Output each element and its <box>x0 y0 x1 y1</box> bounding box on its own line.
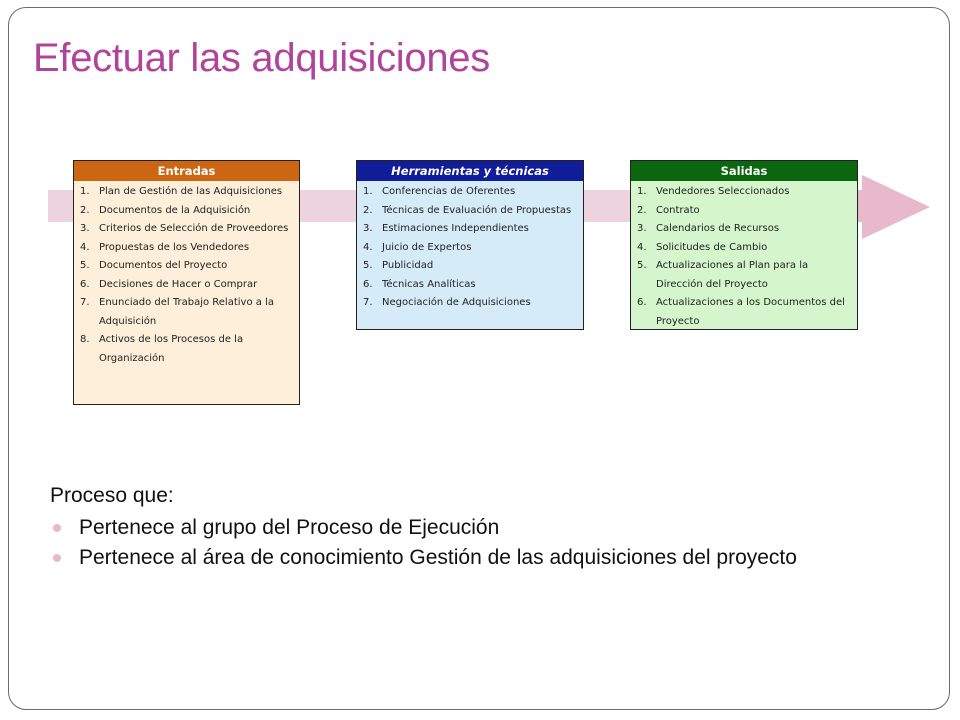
list-item-number: 3. <box>637 223 647 234</box>
list-item-text: Actualizaciones al Plan para la Dirección del Proyecto <box>656 260 809 290</box>
list-item <box>637 239 853 258</box>
list-item-number: 4. <box>80 241 90 253</box>
list-item-text: Solicitudes de Cambio <box>656 241 768 253</box>
list-item <box>363 294 579 313</box>
list-item <box>363 220 579 239</box>
list-item-number: 1. <box>363 186 373 197</box>
list-item <box>363 257 579 276</box>
list-item-text: Técnicas Analíticas <box>382 278 476 290</box>
body-text <box>50 484 910 576</box>
list-item-number: 2. <box>80 204 90 216</box>
list-item-text: Activos de los Procesos de la Organización <box>99 334 244 364</box>
list-item-number: 1. <box>80 186 90 197</box>
list-item-text: Publicidad <box>382 260 434 271</box>
list-item-text: Contrato <box>656 204 700 216</box>
list-item-text: Enunciado del Trabajo Relativo a la Adquisición <box>99 297 274 327</box>
list-item <box>637 220 853 239</box>
list-item <box>80 220 295 239</box>
list-item-number: 5. <box>363 260 373 271</box>
tools-header: Herramientas y técnicas <box>357 161 583 181</box>
list-item-text: Actualizaciones a los Documentos del Proyecto <box>656 297 845 327</box>
list-item-number: 4. <box>363 241 373 253</box>
list-item <box>363 202 579 221</box>
list-item-number: 2. <box>363 204 373 216</box>
list-item-number: 3. <box>363 223 373 234</box>
list-item-number: 6. <box>637 297 647 308</box>
list-item-number: 7. <box>363 297 373 308</box>
list-item-number: 8. <box>80 334 90 345</box>
process-arrow-head <box>862 175 930 239</box>
bullet-text: Pertenece al área de conocimiento Gestión de las adquisiciones del proyecto <box>79 546 797 569</box>
list-item-text: Criterios de Selección de Proveedores <box>99 223 289 234</box>
list-item <box>80 239 295 258</box>
list-item <box>80 294 295 331</box>
list-item-text: Negociación de Adquisiciones <box>382 297 531 308</box>
list-item <box>637 257 853 294</box>
list-item-number: 4. <box>637 241 647 253</box>
list-item-text: Estimaciones Independientes <box>382 223 529 234</box>
list-item-text: Decisiones de Hacer o Comprar <box>99 278 258 290</box>
tools-panel <box>356 160 584 330</box>
bullet-item <box>50 516 910 540</box>
slide-title: Efectuar las adquisiciones <box>33 36 490 80</box>
list-item-text: Juicio de Expertos <box>382 241 472 253</box>
list-item-text: Propuestas de los Vendedores <box>99 241 250 253</box>
list-item <box>80 276 295 295</box>
inputs-list <box>74 181 299 370</box>
list-item-text: Documentos del Proyecto <box>99 260 228 271</box>
list-item <box>363 239 579 258</box>
list-item-number: 5. <box>80 260 90 271</box>
bullet-dot-icon <box>53 524 61 532</box>
inputs-header: Entradas <box>74 161 299 181</box>
list-item-number: 7. <box>80 297 90 308</box>
list-item-number: 1. <box>637 186 647 197</box>
list-item-text: Conferencias de Oferentes <box>382 186 516 197</box>
outputs-list <box>631 181 857 333</box>
list-item <box>80 257 295 276</box>
list-item-text: Calendarios de Recursos <box>656 223 780 234</box>
list-item-number: 6. <box>363 278 373 290</box>
tools-list <box>357 181 583 315</box>
list-item-number: 5. <box>637 260 647 271</box>
bullet-text: Pertenece al grupo del Proceso de Ejecución <box>79 516 500 539</box>
list-item-text: Plan de Gestión de las Adquisiciones <box>99 186 283 197</box>
list-item-number: 2. <box>637 204 647 216</box>
list-item <box>637 202 853 221</box>
body-intro: Proceso que: <box>50 484 174 507</box>
list-item <box>637 294 853 331</box>
list-item <box>80 183 295 202</box>
list-item <box>80 331 295 368</box>
bullet-item <box>50 546 910 570</box>
list-item-number: 6. <box>80 278 90 290</box>
outputs-header: Salidas <box>631 161 857 181</box>
bullet-dot-icon <box>53 554 61 562</box>
list-item <box>637 183 853 202</box>
list-item-text: Vendedores Seleccionados <box>656 186 790 197</box>
list-item-number: 3. <box>80 223 90 234</box>
list-item-text: Técnicas de Evaluación de Propuestas <box>382 204 572 216</box>
outputs-panel <box>630 160 858 330</box>
list-item <box>363 276 579 295</box>
list-item-text: Documentos de la Adquisición <box>99 204 251 216</box>
list-item <box>363 183 579 202</box>
inputs-panel <box>73 160 300 405</box>
list-item <box>80 202 295 221</box>
